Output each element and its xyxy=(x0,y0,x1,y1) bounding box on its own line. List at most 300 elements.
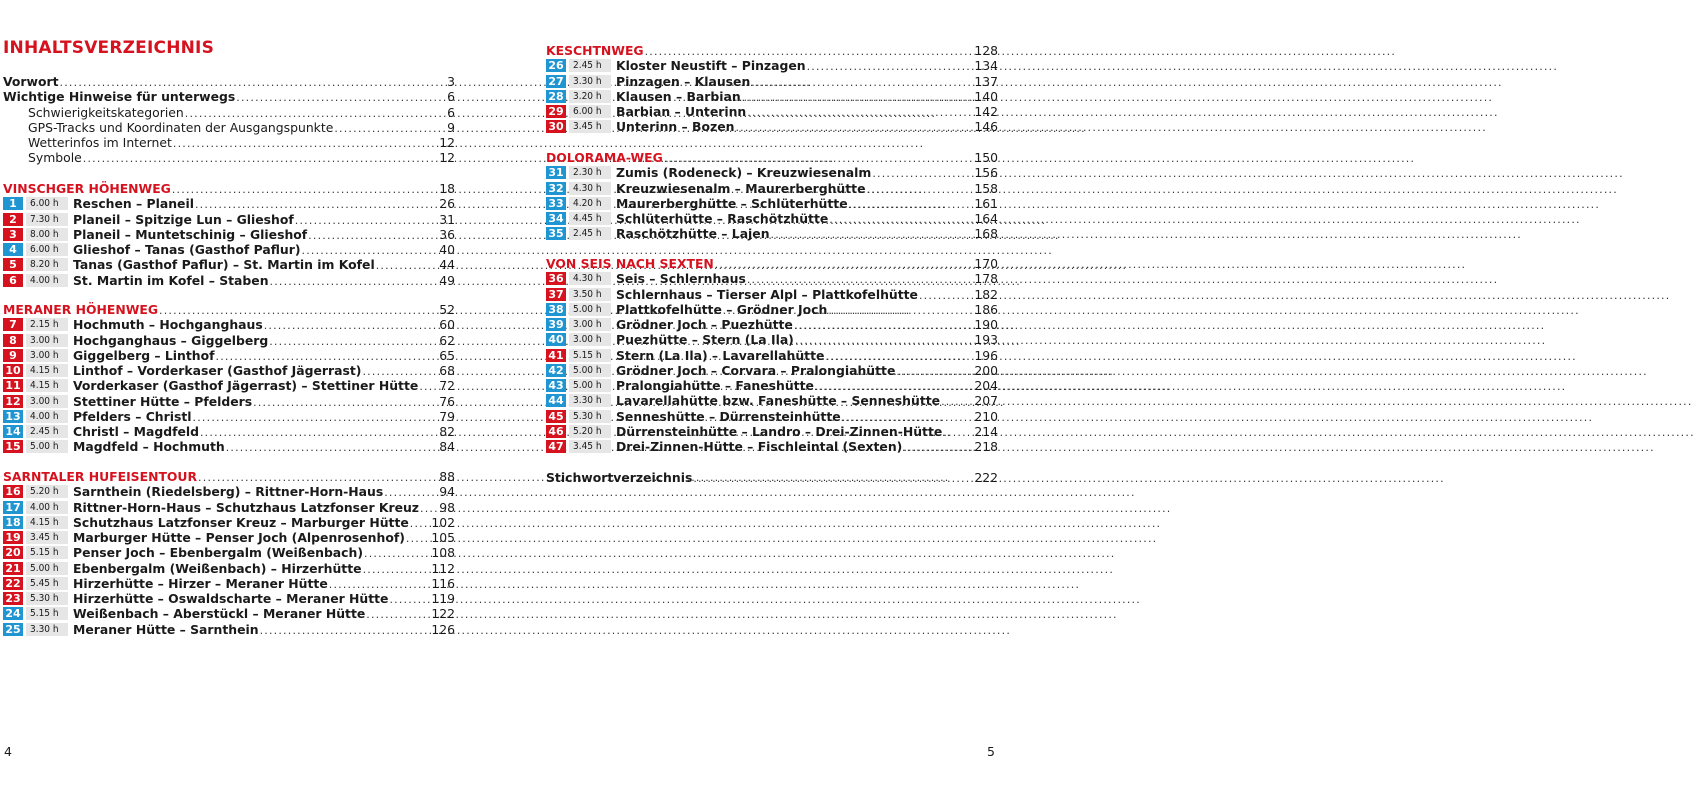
tour-entry[interactable] xyxy=(3,257,455,272)
entry-label: Rittner-Horn-Haus – Schutzhaus Latzfonser Kreuz xyxy=(73,499,420,515)
dot-leader xyxy=(171,183,439,196)
page-ref: 108 xyxy=(431,545,455,561)
tour-duration: 3.30 h xyxy=(569,75,611,88)
page-ref: 76 xyxy=(439,393,455,409)
tour-duration: 5.00 h xyxy=(26,440,68,453)
tour-entry[interactable] xyxy=(3,363,455,378)
dot-leader xyxy=(328,578,432,591)
entry-label: Vorwort xyxy=(3,74,59,89)
dot-leader xyxy=(375,259,440,272)
tour-number-badge: 33 xyxy=(546,197,566,210)
tour-duration: 3.00 h xyxy=(26,349,68,362)
page-ref: 79 xyxy=(439,408,455,424)
section-heading[interactable] xyxy=(546,256,998,271)
entry-label: DOLORAMA-WEG xyxy=(546,150,663,165)
tour-duration: 4.20 h xyxy=(569,197,611,210)
page-ref: 196 xyxy=(974,347,998,363)
dot-leader xyxy=(184,107,447,120)
dot-leader xyxy=(918,289,974,302)
entry-label: Wetterinfos im Internet xyxy=(28,135,172,150)
tour-entry[interactable] xyxy=(3,212,455,227)
entry-label: Senneshütte – Dürrensteinhütte xyxy=(616,408,841,424)
dot-leader xyxy=(644,45,975,58)
dot-leader xyxy=(794,334,975,347)
tour-duration: 2.45 h xyxy=(569,227,611,240)
tour-number-badge: 19 xyxy=(3,531,23,544)
entry-label: Raschötzhütte – Lajen xyxy=(616,226,770,242)
tour-entry[interactable] xyxy=(3,409,455,424)
tour-number-badge: 39 xyxy=(546,318,566,331)
tour-entry[interactable] xyxy=(546,378,998,393)
entry-label: Puezhütte – Stern (La Ila) xyxy=(616,332,794,348)
dot-leader xyxy=(419,502,439,515)
tour-number-badge: 28 xyxy=(546,90,566,103)
page-ref: 156 xyxy=(974,165,998,181)
page-ref: 190 xyxy=(974,317,998,332)
entry-label: Seis – Schlernhaus xyxy=(616,271,746,287)
tour-number-badge: 35 xyxy=(546,227,566,240)
entry-label: Kreuzwiesenalm – Maurerberghütte xyxy=(616,180,866,196)
tour-duration: 3.20 h xyxy=(569,90,611,103)
tour-duration: 4.15 h xyxy=(26,379,68,392)
dot-leader xyxy=(895,365,974,378)
entry-label: Maurerberghütte – Schlüterhütte xyxy=(616,195,848,211)
page-ref: 62 xyxy=(439,332,455,348)
page-ref: 12 xyxy=(439,150,455,166)
page-number-right: 5 xyxy=(987,744,995,759)
tour-number-badge: 3 xyxy=(3,228,23,241)
tour-entry[interactable] xyxy=(546,104,998,119)
dot-leader xyxy=(692,472,974,485)
tour-duration: 3.00 h xyxy=(569,318,611,331)
page-title: INHALTSVERZEICHNIS xyxy=(3,38,215,58)
dot-leader xyxy=(333,122,447,135)
page-ref: 6 xyxy=(447,89,455,105)
tour-entry[interactable] xyxy=(3,424,455,439)
tour-duration: 6.00 h xyxy=(26,243,68,256)
tour-entry[interactable] xyxy=(546,58,998,73)
entry-label: Lavarellahütte bzw. Faneshütte – Senneshütte xyxy=(616,393,941,409)
tour-duration: 4.30 h xyxy=(569,182,611,195)
entry-label: Grödner Joch – Corvara – Pralongiahütte xyxy=(616,362,896,378)
page-ref: 128 xyxy=(974,43,998,58)
entry-label: Ebenbergalm (Weißenbach) – Hirzerhütte xyxy=(73,560,362,576)
tour-duration: 5.20 h xyxy=(26,485,68,498)
tour-entry[interactable] xyxy=(3,242,455,257)
tour-duration: 3.45 h xyxy=(569,120,611,133)
toc-subentry[interactable] xyxy=(3,150,455,165)
entry-label: Reschen – Planeil xyxy=(73,196,194,212)
entry-label: Wichtige Hinweise für unterwegs xyxy=(3,89,236,105)
index-entry[interactable] xyxy=(546,470,998,485)
entry-label: Linthof – Vorderkaser (Gasthof Jägerrast) xyxy=(73,363,362,378)
tour-entry[interactable] xyxy=(3,317,455,332)
dot-leader xyxy=(383,486,439,499)
tour-duration: 5.20 h xyxy=(569,425,611,438)
page-ref: 137 xyxy=(974,73,998,89)
tour-entry[interactable] xyxy=(3,394,455,409)
page-ref: 82 xyxy=(439,424,455,439)
dot-leader xyxy=(361,365,439,378)
entry-label: Pfelders – Christl xyxy=(73,408,192,424)
dot-leader xyxy=(59,76,448,89)
entry-label: Pinzagen – Klausen xyxy=(616,73,751,89)
page-ref: 161 xyxy=(974,195,998,211)
tour-duration: 2.45 h xyxy=(26,425,68,438)
page-ref: 158 xyxy=(974,180,998,196)
dot-leader xyxy=(827,304,974,317)
dot-leader xyxy=(307,229,439,242)
tour-number-badge: 18 xyxy=(3,516,23,529)
dot-leader xyxy=(814,380,974,393)
tour-number-badge: 27 xyxy=(546,75,566,88)
tour-number-badge: 42 xyxy=(546,364,566,377)
entry-label: SARNTALER HUFEISENTOUR xyxy=(3,469,198,484)
dot-leader xyxy=(865,183,974,196)
tour-duration: 3.30 h xyxy=(569,394,611,407)
dot-leader xyxy=(793,319,975,332)
entry-label: Unterinn – Bozen xyxy=(616,119,735,135)
dot-leader xyxy=(199,426,439,439)
tour-number-badge: 47 xyxy=(546,440,566,453)
tour-entry[interactable] xyxy=(3,500,455,515)
tour-duration: 3.45 h xyxy=(569,440,611,453)
page-ref: 3 xyxy=(447,74,455,89)
page-ref: 207 xyxy=(974,393,998,409)
entry-label: Tanas (Gasthof Paflur) – St. Martin im Kofel xyxy=(73,257,375,273)
page-ref: 26 xyxy=(439,196,455,212)
entry-label: Symbole xyxy=(28,150,82,166)
tour-number-badge: 26 xyxy=(546,59,566,72)
entry-label: Marburger Hütte – Penser Joch (Alpenrosenhof) xyxy=(73,530,405,545)
tour-duration: 7.30 h xyxy=(26,213,68,226)
dot-leader xyxy=(388,593,431,606)
tour-entry[interactable] xyxy=(546,226,998,241)
dot-leader xyxy=(172,137,439,150)
page-ref: 218 xyxy=(974,439,998,454)
dot-leader xyxy=(409,517,432,530)
tour-entry[interactable] xyxy=(3,378,455,393)
dot-leader xyxy=(301,244,440,257)
tour-entry[interactable] xyxy=(546,317,998,332)
toc-subentry[interactable] xyxy=(3,120,455,135)
tour-duration: 4.15 h xyxy=(26,364,68,377)
tour-entry[interactable] xyxy=(546,287,998,302)
entry-label: Pralongiahütte – Faneshütte xyxy=(616,378,814,393)
page-ref: 49 xyxy=(439,272,455,288)
section-heading[interactable] xyxy=(3,181,455,196)
dot-leader xyxy=(824,350,974,363)
entry-label: MERANER HÖHENWEG xyxy=(3,302,159,317)
tour-duration: 3.45 h xyxy=(26,531,68,544)
dot-leader xyxy=(714,258,975,271)
page-ref: 116 xyxy=(431,575,455,591)
section-heading[interactable] xyxy=(3,469,455,484)
entry-label: Hirzerhütte – Oswaldscharte – Meraner Hütte xyxy=(73,591,389,606)
tour-number-badge: 24 xyxy=(3,607,23,620)
toc-subentry[interactable] xyxy=(3,105,455,120)
tour-entry[interactable] xyxy=(3,606,455,621)
dot-leader xyxy=(82,152,439,165)
page-ref: 112 xyxy=(431,560,455,576)
entry-label: Hirzerhütte – Hirzer – Meraner Hütte xyxy=(73,575,328,591)
tour-entry[interactable] xyxy=(546,165,998,180)
dot-leader xyxy=(263,319,440,332)
page-ref: 65 xyxy=(439,347,455,363)
page-ref: 52 xyxy=(439,302,455,317)
tour-entry[interactable] xyxy=(3,515,455,530)
entry-label: Schutzhaus Latzfonser Kreuz – Marburger Hütte xyxy=(73,514,409,530)
page-ref: 210 xyxy=(974,408,998,424)
tour-entry[interactable] xyxy=(3,439,455,454)
tour-duration: 3.00 h xyxy=(569,333,611,346)
page-ref: 119 xyxy=(431,591,455,606)
entry-label: VON SEIS NACH SEXTEN xyxy=(546,256,714,271)
tour-number-badge: 40 xyxy=(546,333,566,346)
tour-number-badge: 43 xyxy=(546,379,566,392)
tour-number-badge: 21 xyxy=(3,562,23,575)
entry-label: Klausen – Barbian xyxy=(616,88,741,104)
tour-number-badge: 4 xyxy=(3,243,23,256)
tour-duration: 5.45 h xyxy=(26,577,68,590)
tour-duration: 4.00 h xyxy=(26,410,68,423)
page-ref: 44 xyxy=(439,257,455,273)
tour-number-badge: 20 xyxy=(3,546,23,559)
tour-entry[interactable] xyxy=(546,393,998,408)
dot-leader xyxy=(192,411,440,424)
tour-number-badge: 16 xyxy=(3,485,23,498)
tour-entry[interactable] xyxy=(546,271,998,286)
page-ref: 36 xyxy=(439,226,455,242)
entry-label: Giggelberg – Linthof xyxy=(73,347,215,363)
entry-label: Barbian – Unterinn xyxy=(616,104,747,119)
dot-leader xyxy=(902,441,974,454)
tour-number-badge: 5 xyxy=(3,258,23,271)
toc-entry[interactable] xyxy=(3,89,455,104)
tour-entry[interactable] xyxy=(3,227,455,242)
section-heading[interactable] xyxy=(546,43,998,58)
tour-number-badge: 23 xyxy=(3,592,23,605)
tour-duration: 3.00 h xyxy=(26,395,68,408)
tour-entry[interactable] xyxy=(3,530,455,545)
section-heading[interactable] xyxy=(546,150,998,165)
dot-leader xyxy=(365,608,431,621)
entry-label: Schlernhaus – Tierser Alpl – Plattkofelhütte xyxy=(616,286,918,302)
page-ref: 72 xyxy=(439,378,455,394)
tour-duration: 4.00 h xyxy=(26,274,68,287)
dot-leader xyxy=(663,152,975,165)
entry-label: Stichwortverzeichnis xyxy=(546,470,693,485)
tour-number-badge: 31 xyxy=(546,166,566,179)
tour-duration: 3.00 h xyxy=(26,334,68,347)
dot-leader xyxy=(806,60,975,73)
dot-leader xyxy=(848,198,975,211)
tour-entry[interactable] xyxy=(546,89,998,104)
tour-entry[interactable] xyxy=(546,181,998,196)
entry-label: Planeil – Spitzige Lun – Glieshof xyxy=(73,211,294,227)
page-ref: 6 xyxy=(447,104,455,120)
tour-entry[interactable] xyxy=(546,424,998,439)
tour-number-badge: 22 xyxy=(3,577,23,590)
tour-number-badge: 10 xyxy=(3,364,23,377)
tour-duration: 2.45 h xyxy=(569,59,611,72)
dot-leader xyxy=(750,76,974,89)
tour-number-badge: 14 xyxy=(3,425,23,438)
tour-number-badge: 29 xyxy=(546,105,566,118)
page-ref: 126 xyxy=(431,621,455,637)
entry-label: Planeil – Muntetschinig – Glieshof xyxy=(73,226,308,242)
page-ref: 102 xyxy=(431,514,455,530)
entry-label: Weißenbach – Aberstückl – Meraner Hütte xyxy=(73,606,366,622)
tour-duration: 3.50 h xyxy=(569,288,611,301)
tour-entry[interactable] xyxy=(546,211,998,226)
tour-duration: 4.00 h xyxy=(26,501,68,514)
tour-entry[interactable] xyxy=(546,348,998,363)
dot-leader xyxy=(418,380,439,393)
dot-leader xyxy=(871,167,974,180)
page-ref: 12 xyxy=(439,135,455,150)
dot-leader xyxy=(197,471,439,484)
entry-label: VINSCHGER HÖHENWEG xyxy=(3,181,171,196)
section-heading[interactable] xyxy=(3,302,455,317)
entry-label: Kloster Neustift – Pinzagen xyxy=(616,58,806,74)
page-ref: 9 xyxy=(447,119,455,135)
tour-entry[interactable] xyxy=(3,576,455,591)
page-number-left: 4 xyxy=(4,744,12,759)
dot-leader xyxy=(746,106,974,119)
page-ref: 186 xyxy=(974,301,998,317)
tour-number-badge: 1 xyxy=(3,197,23,210)
dot-leader xyxy=(746,273,975,286)
tour-entry[interactable] xyxy=(546,302,998,317)
tour-entry[interactable] xyxy=(3,622,455,637)
tour-entry[interactable] xyxy=(3,196,455,211)
tour-duration: 4.15 h xyxy=(26,516,68,529)
dot-leader xyxy=(259,624,432,637)
tour-number-badge: 13 xyxy=(3,410,23,423)
tour-entry[interactable] xyxy=(546,363,998,378)
tour-number-badge: 32 xyxy=(546,182,566,195)
tour-duration: 5.15 h xyxy=(26,607,68,620)
page-ref: 40 xyxy=(439,242,455,257)
tour-duration: 5.00 h xyxy=(26,562,68,575)
tour-duration: 6.00 h xyxy=(569,105,611,118)
page-ref: 182 xyxy=(974,286,998,302)
tour-number-badge: 15 xyxy=(3,440,23,453)
tour-number-badge: 2 xyxy=(3,213,23,226)
tour-duration: 5.30 h xyxy=(26,592,68,605)
page-ref: 88 xyxy=(439,469,455,484)
tour-duration: 5.15 h xyxy=(26,546,68,559)
tour-duration: 5.00 h xyxy=(569,379,611,392)
entry-label: Christl – Magdfeld xyxy=(73,424,199,439)
page-ref: 193 xyxy=(974,332,998,348)
page-ref: 94 xyxy=(439,484,455,500)
tour-duration: 2.30 h xyxy=(569,166,611,179)
page-ref: 214 xyxy=(974,423,998,439)
entry-label: Vorderkaser (Gasthof Jägerrast) – Stettiner Hütte xyxy=(73,378,419,394)
tour-entry[interactable] xyxy=(546,119,998,134)
page-ref: 105 xyxy=(431,530,455,545)
page-ref: 150 xyxy=(974,150,998,165)
dot-leader xyxy=(770,228,975,241)
tour-duration: 5.00 h xyxy=(569,303,611,316)
entry-label: Dürrensteinhütte – Landro – Drei-Zinnen-Hütte xyxy=(616,423,943,439)
tour-duration: 5.30 h xyxy=(569,410,611,423)
tour-number-badge: 44 xyxy=(546,394,566,407)
tour-number-badge: 7 xyxy=(3,318,23,331)
dot-leader xyxy=(734,121,974,134)
tour-duration: 4.45 h xyxy=(569,212,611,225)
tour-duration: 6.00 h xyxy=(26,197,68,210)
entry-label: Schlüterhütte – Raschötzhütte xyxy=(616,211,829,226)
tour-entry[interactable] xyxy=(3,591,455,606)
tour-entry[interactable] xyxy=(3,561,455,576)
page-ref: 204 xyxy=(974,378,998,393)
tour-number-badge: 25 xyxy=(3,623,23,636)
page-ref: 200 xyxy=(974,362,998,378)
page-ref: 146 xyxy=(974,119,998,135)
toc-subentry[interactable] xyxy=(3,135,455,150)
dot-leader xyxy=(194,198,439,211)
tour-number-badge: 38 xyxy=(546,303,566,316)
page-ref: 60 xyxy=(439,317,455,333)
entry-label: GPS-Tracks und Koordinaten der Ausgangspunkte xyxy=(28,119,334,135)
tour-entry[interactable] xyxy=(3,333,455,348)
tour-duration: 8.00 h xyxy=(26,228,68,241)
page-ref: 178 xyxy=(974,271,998,287)
dot-leader xyxy=(269,275,440,288)
page-ref: 18 xyxy=(439,181,455,196)
tour-number-badge: 34 xyxy=(546,212,566,225)
dot-leader xyxy=(841,411,975,424)
toc-entry[interactable] xyxy=(3,74,455,89)
entry-label: Magdfeld – Hochmuth xyxy=(73,439,225,455)
tour-duration: 3.30 h xyxy=(26,623,68,636)
entry-label: KESCHTNWEG xyxy=(546,43,644,58)
tour-entry[interactable] xyxy=(546,332,998,347)
page-ref: 98 xyxy=(439,499,455,515)
tour-entry[interactable] xyxy=(3,273,455,288)
entry-label: Hochmuth – Hochganghaus xyxy=(73,317,263,333)
tour-entry[interactable] xyxy=(546,409,998,424)
page-ref: 68 xyxy=(439,363,455,378)
dot-leader xyxy=(252,396,439,409)
dot-leader xyxy=(215,350,440,363)
page-ref: 84 xyxy=(439,439,455,455)
entry-label: Meraner Hütte – Sarnthein xyxy=(73,621,259,637)
tour-number-badge: 12 xyxy=(3,395,23,408)
entry-label: Grödner Joch – Puezhütte xyxy=(616,317,793,332)
tour-number-badge: 17 xyxy=(3,501,23,514)
page-ref: 142 xyxy=(974,104,998,119)
tour-entry[interactable] xyxy=(546,74,998,89)
tour-number-badge: 30 xyxy=(546,120,566,133)
entry-label: Glieshof – Tanas (Gasthof Paflur) xyxy=(73,242,301,257)
tour-entry[interactable] xyxy=(546,196,998,211)
tour-duration: 2.15 h xyxy=(26,318,68,331)
dot-leader xyxy=(158,304,439,317)
page-ref: 134 xyxy=(974,58,998,74)
tour-entry[interactable] xyxy=(3,545,455,560)
tour-entry[interactable] xyxy=(3,484,455,499)
page-ref: 222 xyxy=(974,470,998,485)
entry-label: Stettiner Hütte – Pfelders xyxy=(73,393,253,409)
entry-label: Stern (La Ila) – Lavarellahütte xyxy=(616,347,825,363)
tour-duration: 8.20 h xyxy=(26,258,68,271)
tour-entry[interactable] xyxy=(546,439,998,454)
tour-entry[interactable] xyxy=(3,348,455,363)
